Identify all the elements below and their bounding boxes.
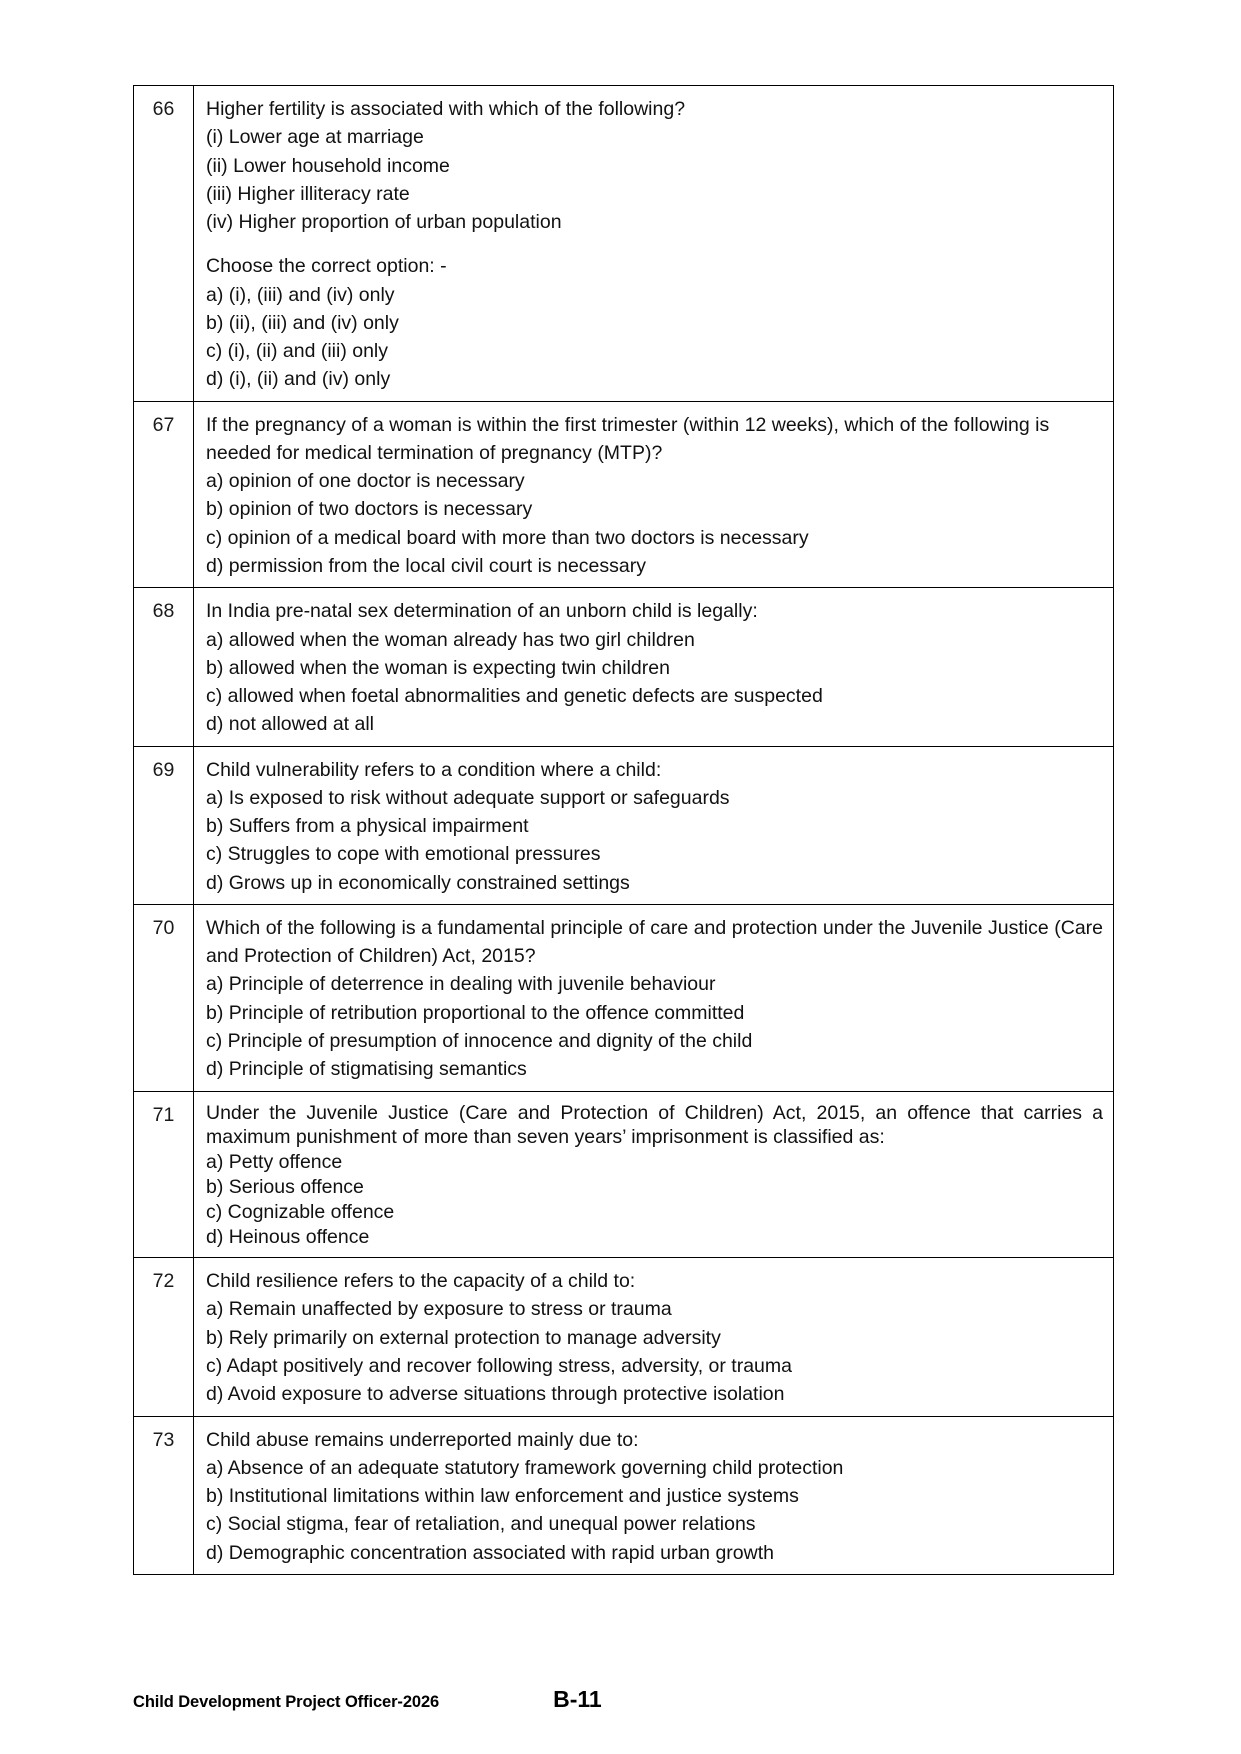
question-option: b) allowed when the woman is expecting twin children (206, 656, 670, 679)
question-number: 69 (134, 746, 194, 904)
question-option: a) opinion of one doctor is necessary (206, 470, 525, 493)
question-table (133, 85, 1114, 1575)
question-stem: Child abuse remains underreported mainly due to: (206, 1428, 639, 1451)
question-option: b) Rely primarily on external protection to manage adversity (206, 1326, 721, 1349)
question-option: (iii) Higher illiteracy rate (206, 182, 410, 205)
page-footer (133, 1686, 1114, 1713)
question-row (134, 904, 1114, 1091)
question-stem: Child resilience refers to the capacity of a child to: (206, 1270, 636, 1293)
question-option: d) not allowed at all (206, 713, 375, 736)
question-option: d) Principle of stigmatising semantics (206, 1058, 527, 1081)
question-option: a) (i), (iii) and (iv) only (206, 283, 395, 306)
question-option: b) Institutional limitations within law enforcement and justice systems (206, 1485, 799, 1508)
question-row (134, 1416, 1114, 1574)
question-body (194, 1416, 1114, 1574)
question-option: b) Suffers from a physical impairment (206, 815, 529, 838)
question-option: (ii) Lower household income (206, 154, 450, 177)
question-body (194, 588, 1114, 746)
question-option: c) Principle of presumption of innocence and dignity of the child (206, 1029, 753, 1052)
question-body (194, 86, 1114, 402)
question-stem: In India pre-natal sex determination of an unborn child is legally: (206, 600, 758, 623)
question-number: 71 (134, 1091, 194, 1258)
question-option: b) opinion of two doctors is necessary (206, 498, 533, 521)
question-row (134, 746, 1114, 904)
question-option: (i) Lower age at marriage (206, 126, 424, 149)
question-option: (iv) Higher proportion of urban population (206, 211, 562, 234)
question-stem: Under the Juvenile Justice (Care and Protection of Children) Act, 2015, an offence that carries a maximum punishment of more than seven years’ imprisonment is classified as: (206, 1101, 1109, 1149)
question-body (194, 1258, 1114, 1416)
question-row (134, 1258, 1114, 1416)
question-option: a) Petty offence (206, 1151, 343, 1174)
question-body (194, 1091, 1114, 1258)
footer-page-label: B-11 (553, 1686, 602, 1712)
question-stem: Higher fertility is associated with which of the following? (206, 98, 686, 120)
question-option: c) Cognizable offence (206, 1201, 395, 1224)
question-stem: Child vulnerability refers to a condition where a child: (206, 758, 662, 781)
question-option: c) Adapt positively and recover following stress, adversity, or trauma (206, 1355, 792, 1378)
question-option: a) allowed when the woman already has two girl children (206, 628, 695, 651)
question-option: b) Serious offence (206, 1176, 364, 1199)
question-number: 66 (134, 86, 194, 402)
question-number: 72 (134, 1258, 194, 1416)
question-stem: If the pregnancy of a woman is within the first trimester (within 12 weeks), which of the following is needed for medical termination of pregnancy (MTP)? (206, 413, 1055, 464)
question-option: d) Avoid exposure to adverse situations through protective isolation (206, 1383, 785, 1406)
question-option: a) Absence of an adequate statutory framework governing child protection (206, 1456, 844, 1479)
question-stem: Which of the following is a fundamental principle of care and protection under the Juvenile Justice (Care and Protection of Children) Act, 2015? (206, 916, 1109, 968)
question-option: b) Principle of retribution proportional to the offence committed (206, 1001, 745, 1024)
question-option: Choose the correct option: - (206, 255, 447, 278)
question-row (134, 86, 1114, 402)
question-number: 68 (134, 588, 194, 746)
question-option: a) Remain unaffected by exposure to stress or trauma (206, 1298, 672, 1321)
question-body (194, 401, 1114, 588)
question-option: a) Principle of deterrence in dealing with juvenile behaviour (206, 973, 716, 996)
question-option: c) opinion of a medical board with more than two doctors is necessary (206, 526, 809, 549)
question-option: c) (i), (ii) and (iii) only (206, 340, 389, 363)
question-table-body (134, 86, 1114, 1575)
question-row (134, 588, 1114, 746)
question-option: d) (i), (ii) and (iv) only (206, 368, 391, 391)
question-body (194, 746, 1114, 904)
question-row (134, 401, 1114, 588)
question-row (134, 1091, 1114, 1258)
question-number: 70 (134, 904, 194, 1091)
question-number: 67 (134, 401, 194, 588)
question-number: 73 (134, 1416, 194, 1574)
question-option: d) permission from the local civil court is necessary (206, 554, 646, 577)
question-option: d) Demographic concentration associated with rapid urban growth (206, 1541, 774, 1564)
question-option: c) Struggles to cope with emotional pressures (206, 843, 601, 866)
question-option: c) Social stigma, fear of retaliation, and unequal power relations (206, 1513, 756, 1536)
question-option: c) allowed when foetal abnormalities and genetic defects are suspected (206, 685, 823, 708)
question-option: b) (ii), (iii) and (iv) only (206, 311, 399, 334)
question-option: a) Is exposed to risk without adequate support or safeguards (206, 786, 730, 809)
footer-exam-title: Child Development Project Officer-2026 (133, 1693, 440, 1711)
question-option: d) Grows up in economically constrained settings (206, 871, 630, 894)
question-option: d) Heinous offence (206, 1226, 370, 1249)
question-body (194, 904, 1114, 1091)
